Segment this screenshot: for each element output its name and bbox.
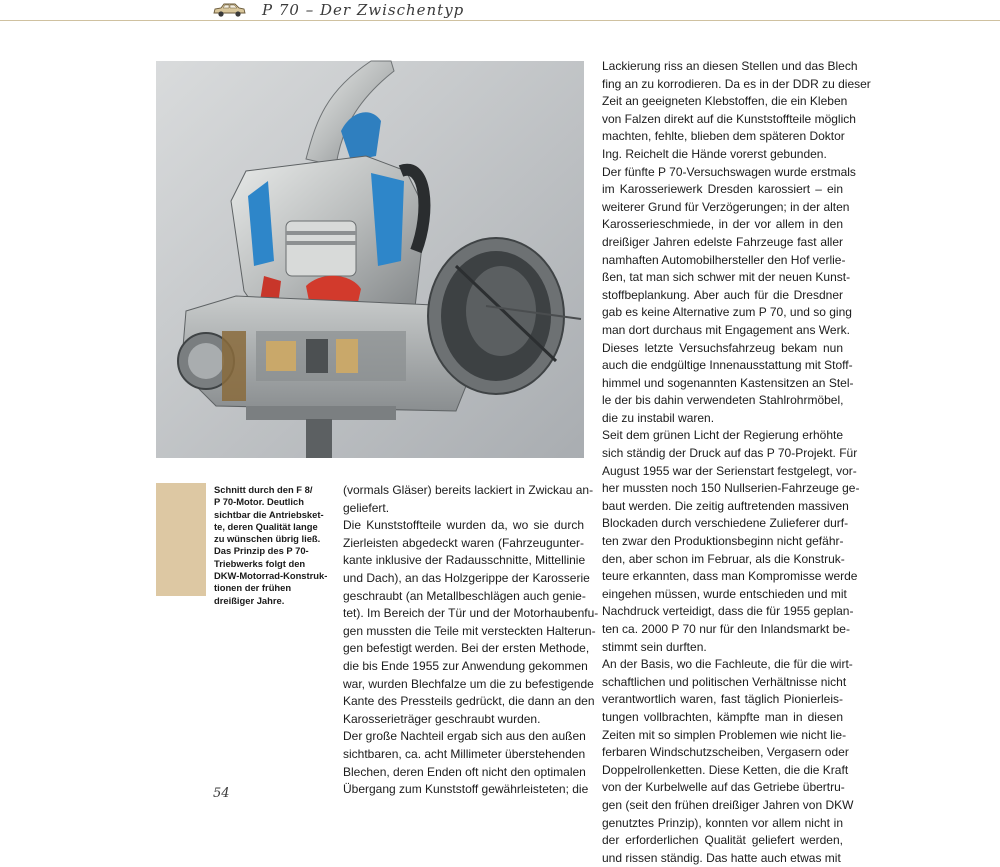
caption-line: dreißiger Jahre. [214,594,285,606]
text-line: der erforderlichen Qualität geliefert werden, [602,833,843,848]
text-line: Die Kunststoffteile wurden da, wo sie durch [343,518,584,533]
header-rule [0,20,1000,21]
text-line: Kante des Pressteils gedrückt, die dann an den [343,694,595,709]
paragraph [602,656,854,867]
paragraph [602,58,871,164]
text-line: Übergang zum Kunststoff gewährleisteten; die [343,782,589,797]
text-line: ten zwar den Produktionsbeginn nicht gefähr- [602,534,844,549]
text-line: sich ständig der Druck auf das P 70-Projekt. Für [602,446,858,461]
text-line: die bis Ende 1955 zur Anwendung gekommen [343,658,588,673]
text-line: le der bis dahin verwendeten Stahlrohrmöbel, [602,393,844,408]
text-line: machten, fehlte, blieben dem späteren Doktor [602,129,845,144]
caption-color-box [156,483,206,596]
text-line: tet). Im Bereich der Tür und der Motorhaubenfu- [343,606,599,621]
text-line: Der fünfte P 70-Versuchswagen wurde erstmals [602,164,856,179]
text-line: und Dach), an das Holzgerippe der Karosserie [343,570,590,585]
text-line: Zeiten mit so simplen Problemen wie nicht lie- [602,727,847,742]
text-line: teure erkannten, dass man Kompromisse werde [602,569,858,584]
paragraph [343,728,589,798]
text-line: gab es keine Alternative zum P 70, und so ging [602,305,852,320]
text-line: Karosserieschmiede, in der vor allem in den [602,217,843,232]
text-line: eingehen müssen, wurde entschieden und mit [602,586,847,601]
caption-line: sichtbar die Antriebsket- [214,508,324,520]
text-line: gen befestigt werden. Bei der ersten Methode, [343,641,590,656]
text-line: im Karosseriewerk Dresden karossiert – ein [602,182,843,197]
text-line: Zierleisten abgedeckt waren (Fahrzeugunter- [343,535,584,550]
paragraph [602,427,860,656]
text-line: fing an zu korrodieren. Da es in der DDR zu dieser [602,76,871,91]
text-line: baut werden. Die zeitig auftretenden massiven [602,498,849,513]
text-line: Blechen, deren Enden oft nicht den optimalen [343,764,586,779]
text-line: gen (seit den frühen dreißiger Jahren von DKW [602,797,854,812]
caption-line: Das Prinzip des P 70- [214,545,309,557]
car-icon [212,2,246,18]
text-line: ferbaren Windschutzscheiben, Vergasern oder [602,745,849,760]
text-line: weiterer Grund für Verzögerungen; in der alten [602,199,850,214]
text-line: namhaften Automobilhersteller den Hof verlie- [602,252,846,267]
text-line: gen mussten die Teile mit versteckten Halterun- [343,623,596,638]
text-line: die zu instabil waren. [602,410,715,425]
text-line: Blockaden durch verschiedene Zulieferer durf- [602,516,849,531]
text-line: (vormals Gläser) bereits lackiert in Zwickau an- [343,483,594,497]
engine-cutaway-photo [156,61,584,458]
text-line: von Falzen direkt auf die Kunststoffteile möglich [602,111,856,126]
text-line: und rissen ständig. Das hatte auch etwas mit [602,850,841,865]
text-line: verantwortlich waren, fast täglich Pionierleis- [602,692,843,707]
text-line: himmel und sogenannten Kastensitzen an Stel- [602,375,854,390]
caption-line: DKW-Motorrad-Konstruk- [214,570,328,582]
text-line: war, wurden Blechfalze um die zu befestigende [343,676,594,691]
text-line: Lackierung riss an diesen Stellen und das Blech [602,59,858,73]
text-line: ten ca. 2000 P 70 nur für den Inlandsmarkt be- [602,622,850,636]
text-line: den, aber schon im Februar, als die Konstruk- [602,551,845,566]
text-line: genutztes Prinzip), konnten vor allem nicht in [602,815,843,830]
text-line: Doppelrollenketten. Diese Ketten, die die Kraft [602,762,849,777]
text-line: Dieses letzte Versuchsfahrzeug bekam nun [602,340,843,355]
caption-line: te, deren Qualität lange [214,520,318,532]
caption-line: tionen der frühen [214,582,292,594]
text-line: Ing. Reichelt die Hände vorerst gebunden. [602,146,827,161]
caption-line: Schnitt durch den F 8/ [214,484,313,495]
text-line: Nachdruck verteidigt, dass die für 1955 geplan- [602,604,854,619]
text-line: geschraubt (an Metallbeschlägen auch genie- [343,588,586,603]
page-header [0,0,1000,22]
text-line: Der große Nachteil ergab sich aus den außen [343,729,586,744]
text-line: Seit dem grünen Licht der Regierung erhöhte [602,428,843,443]
text-line: tungen vollbrachten, kämpfte man in diesen [602,709,843,724]
caption-line: zu wünschen übrig ließ. [214,533,321,545]
text-line: An der Basis, wo die Fachleute, die für die wirt- [602,657,853,672]
running-title: P 70 – Der Zwischentyp [262,1,465,19]
text-column-2 [602,58,871,867]
text-line: ßen, tat man sich schwer mit der neuen Kunst- [602,270,851,285]
text-line: auch die endgültige Innenausstattung mit Stoff- [602,358,853,373]
text-line: geliefert. [343,500,390,515]
text-line: von der Kurbelwelle auf das Getriebe übertru- [602,780,845,795]
text-column-1 [343,482,599,799]
text-line: kante inklusive der Radausschnitte, Mittellinie [343,553,586,568]
text-line: August 1955 war der Serienstart festgelegt, vor- [602,463,857,478]
text-line: sichtbaren, ca. acht Millimeter überstehenden [343,746,586,761]
text-line: dreißiger Jahren edelste Fahrzeuge fast aller [602,234,843,249]
text-line: schaftlichen und politischen Verhältnisse nicht [602,674,847,689]
figure-caption [214,484,326,607]
text-line: man dort durchaus mit Engagement ans Werk. [602,322,850,337]
text-line: stoffbeplankung. Aber auch für die Dresdner [602,287,843,302]
paragraph [343,517,599,728]
caption-line: Triebwerks folgt den [214,557,306,569]
text-line: Karosserieträger geschraubt wurden. [343,711,541,726]
text-line: stimmt sein durften. [602,639,707,654]
paragraph [602,164,856,340]
paragraph [343,482,594,517]
caption-line: P 70-Motor. Deutlich [214,496,304,508]
paragraph [602,340,854,428]
text-line: Zeit an geeigneten Klebstoffen, die ein Kleben [602,94,848,109]
page-number: 54 [213,786,230,801]
text-line: her mussten noch 150 Nullserien-Fahrzeuge ge- [602,481,860,496]
